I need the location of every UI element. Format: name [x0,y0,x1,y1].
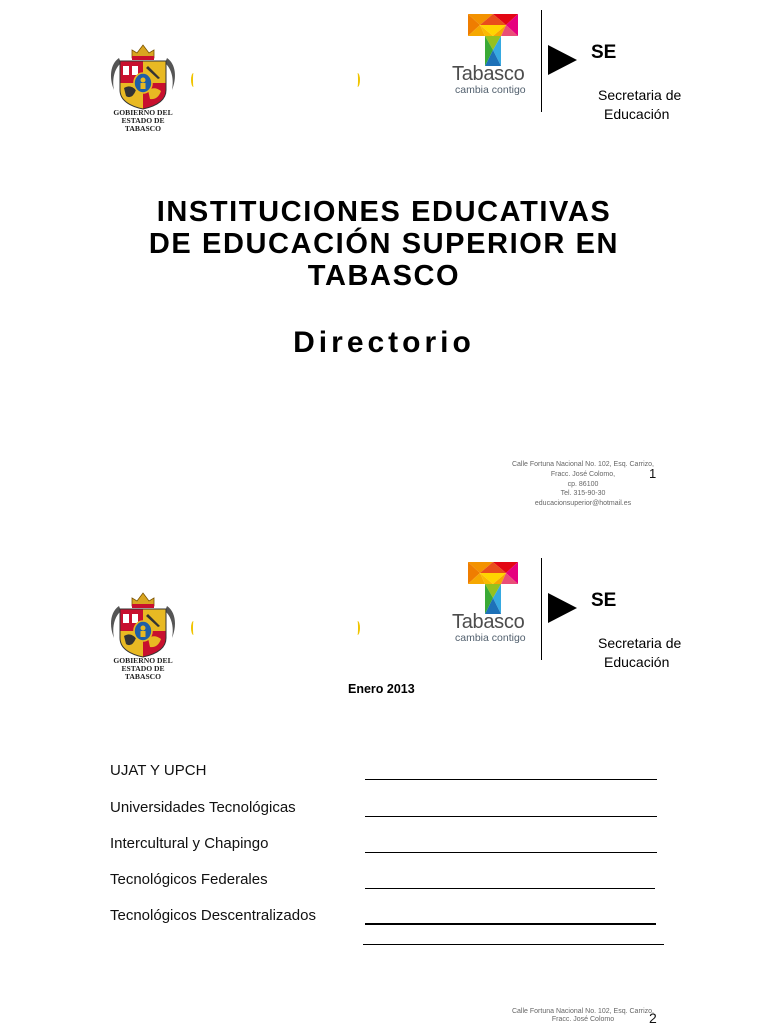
coat-caption-line: GOBIERNO DEL [113,108,173,117]
title-line: INSTITUCIONES EDUCATIVAS [156,196,612,228]
tabasco-t-logo-icon [467,14,519,66]
footer-address [499,1008,667,1024]
index-fill-line [365,779,657,780]
coat-of-arms-icon [108,592,178,658]
logo-slogan: cambia contigo [455,84,526,96]
index-fill-line [365,888,655,889]
logo-slogan: cambia contigo [455,632,526,644]
logo-wordmark: Tabasco [452,63,525,85]
image-placeholder-left [191,73,196,87]
coat-of-arms-caption [100,657,186,681]
page-1-header [0,0,768,136]
triangle-arrow-icon [548,593,577,623]
tabasco-t-logo-icon [467,562,519,614]
department-name-line2: Educación [604,654,670,670]
index-item-label: UJAT Y UPCH [110,762,207,779]
index-fill-line [365,923,656,925]
index-fill-line [365,852,657,853]
address-email: educacionsuperior@hotmail.es [534,500,632,508]
index-item-label: Tecnológicos Federales [110,871,268,888]
address-line: cp. 86100 [567,480,599,488]
address-line: Calle Fortuna Nacional No. 102, Esq. Carrizo, [511,1008,654,1015]
coat-caption-line: TABASCO [124,124,162,133]
image-placeholder-right [355,621,360,635]
department-name-line1: Secretaria de [598,87,682,103]
page-number: 2 [649,1010,657,1026]
address-line: Calle Fortuna Nacional No. 102, Esq. Carrizo, [511,461,654,468]
header-divider [541,558,542,660]
image-placeholder-left [191,621,196,635]
department-name-line1: Secretaria de [598,635,682,651]
coat-of-arms-caption [100,109,186,133]
triangle-arrow-icon [548,45,577,75]
document-date: Enero 2013 [348,682,415,696]
index-extra-line [363,944,664,945]
footer-address [499,460,667,509]
document-title [0,196,768,292]
index-item-label: Universidades Tecnológicas [110,799,296,816]
coat-caption-line: GOBIERNO DEL [113,656,173,665]
document-subtitle: Directorio [293,326,475,359]
address-line: Fracc. José Colomo, [550,470,616,478]
address-line: Fracc. José Colomo [551,1016,615,1023]
title-line: DE EDUCACIÓN SUPERIOR EN [148,228,620,260]
coat-of-arms-icon [108,44,178,110]
department-abbreviation: SE [591,590,617,611]
department-name-line2: Educación [604,106,670,122]
index-item-label: Tecnológicos Descentralizados [110,907,316,924]
image-placeholder-right [355,73,360,87]
address-line: Tel. 315-90-30 [560,490,606,498]
header-divider [541,10,542,112]
coat-caption-line: ESTADO DE [121,664,165,673]
logo-wordmark: Tabasco [452,611,525,633]
index-item-label: Intercultural y Chapingo [110,835,269,852]
page-2-header [0,548,768,684]
title-line: TABASCO [307,260,461,292]
page-number: 1 [649,466,657,481]
coat-caption-line: ESTADO DE [121,116,165,125]
index-fill-line [365,816,657,817]
department-abbreviation: SE [591,42,617,63]
coat-caption-line: TABASCO [124,672,162,681]
